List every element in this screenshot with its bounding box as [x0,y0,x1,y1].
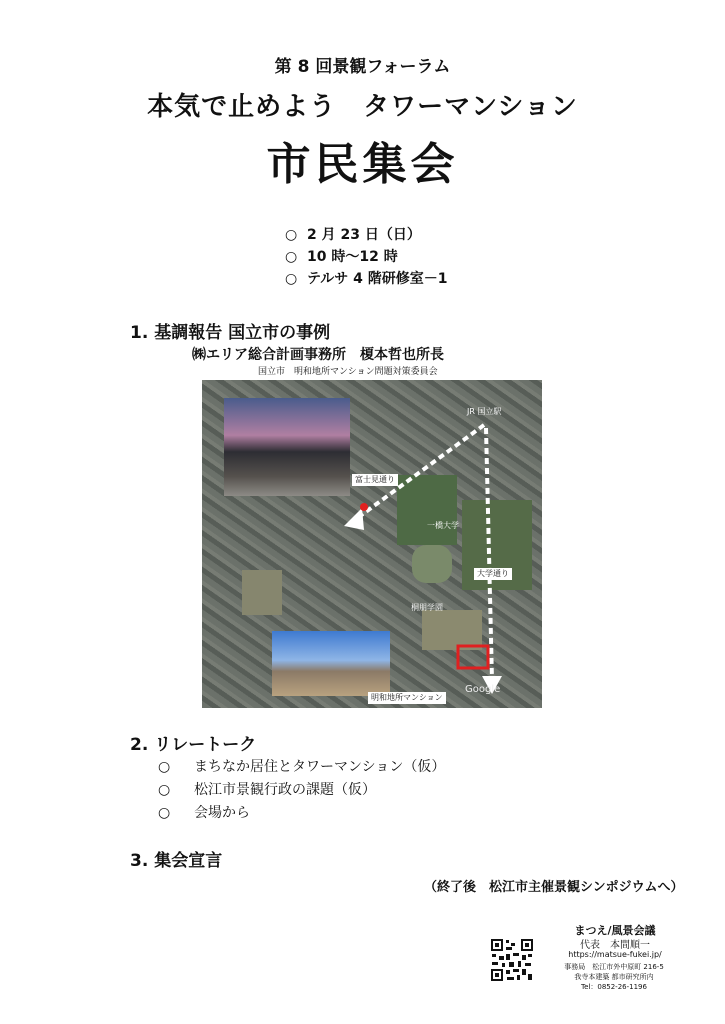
map-label-daigaku: 大学通り [474,568,512,580]
organization-name: まつえ/風景会議 [574,924,656,937]
section-2-heading: 2. リレートーク [130,735,257,755]
relay-talk-text: まちなか居住とタワーマンション（仮） [194,759,446,775]
mansion-highlight-box [458,646,488,668]
bullet-circle-icon: ○ [158,805,171,821]
relay-talk-item [158,779,376,799]
street-photo [224,398,350,496]
relay-talk-item [158,802,250,822]
event-time [285,246,398,266]
event-title: 本気で止めよう タワーマンション [147,92,578,122]
organization-url[interactable]: https://matsue-fukei.jp/ [568,950,662,959]
bullet-circle-icon: ○ [285,249,298,265]
section-3-heading: 3. 集会宣言 [130,851,223,871]
map-label-toho: 桐朋学園 [411,603,443,612]
mansion-photo [272,631,390,696]
closing-note: （終了後 松江市主催景観シンポジウムへ） [424,880,684,895]
organization-tel: Tel：0852-26-1196 [581,983,647,991]
aerial-map [202,380,542,708]
relay-talk-text: 松江市景観行政の課題（仮） [194,782,376,798]
location-pin-icon [360,503,368,511]
event-venue-text: テルサ 4 階研修室－1 [307,271,448,287]
main-title: 市民集会 [266,139,459,190]
bullet-circle-icon: ○ [158,759,171,775]
event-date [285,224,421,244]
bullet-circle-icon: ○ [285,227,298,243]
event-venue [285,268,448,288]
organization-company: 我寺本建築 都市研究所内 [574,973,654,981]
arrow-left-icon [344,508,364,530]
map-label-fujimi: 富士見通り [352,474,398,486]
forum-label: 第 8 回景観フォーラム [274,57,451,77]
organization-representative: 代表 本間順一 [580,940,650,951]
map-label-hitotsubashi: 一橋大学 [427,521,459,530]
event-time-text: 10 時～12 時 [307,249,398,265]
bullet-circle-icon: ○ [285,271,298,287]
route-daigaku [486,428,492,680]
qr-code-icon[interactable] [490,938,534,982]
relay-talk-item [158,756,445,776]
google-watermark: Google [465,684,501,695]
map-label-mansion: 明和地所マンション [368,692,446,704]
relay-talk-text: 会場から [194,805,250,821]
section-1-heading: 1. 基調報告 国立市の事例 [130,323,331,343]
map-label-station: JR 国立駅 [467,407,502,416]
committee-name: 国立市 明和地所マンション問題対策委員会 [258,367,438,377]
bullet-circle-icon: ○ [158,782,171,798]
organization-address: 事務局 松江市外中原町 216-5 [564,963,664,971]
event-date-text: 2 月 23 日（日） [307,227,421,243]
speaker-name: ㈱エリア総合計画事務所 榎本哲也所長 [192,347,444,363]
